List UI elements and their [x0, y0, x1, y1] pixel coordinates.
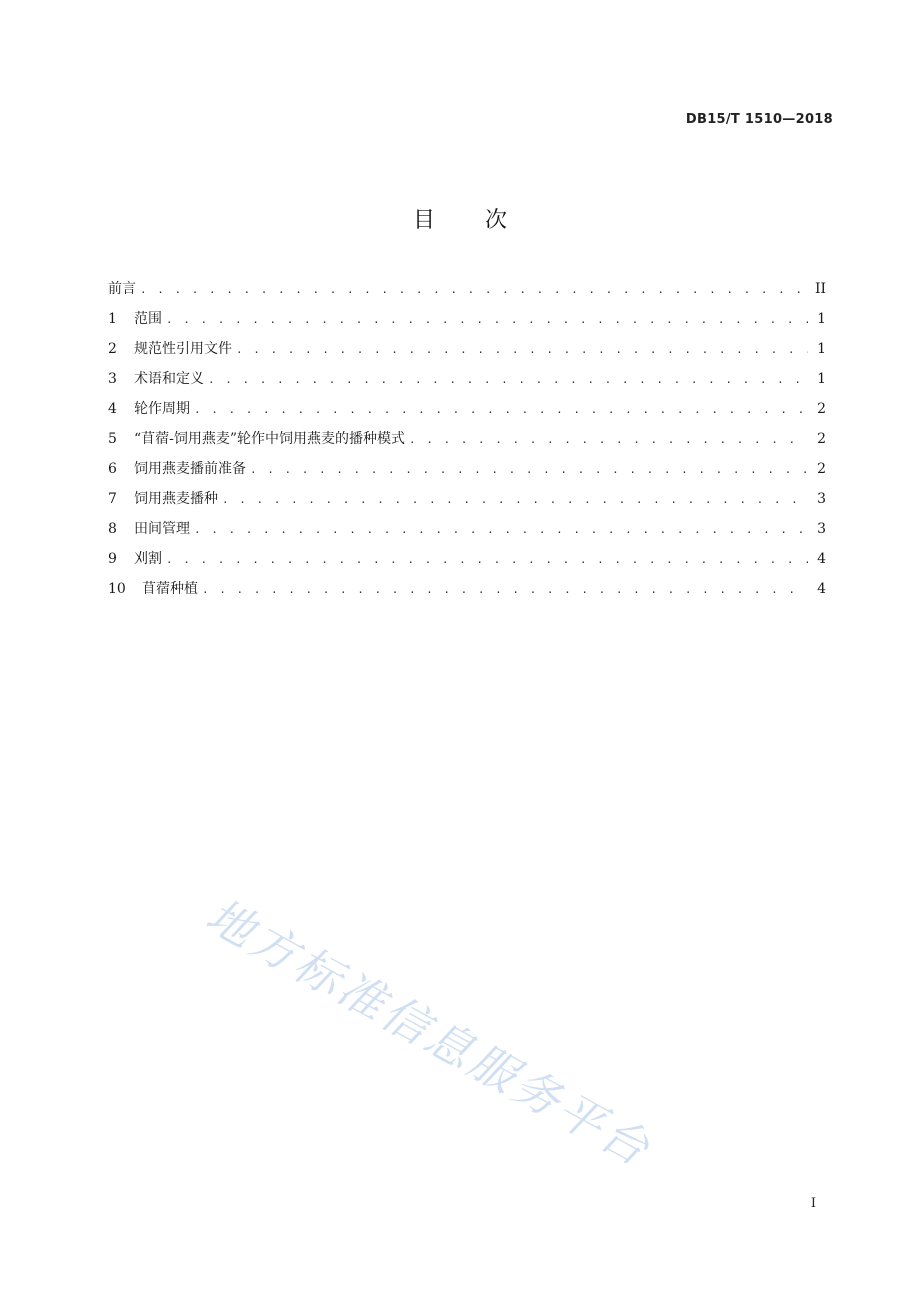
- toc-entry-9[interactable]: [108, 548, 826, 578]
- toc-entry-page: 4: [817, 581, 826, 597]
- toc-entry-number: 5: [108, 431, 117, 447]
- toc-entry-page: 4: [817, 551, 826, 567]
- toc-entry-10[interactable]: [108, 578, 826, 608]
- toc-leader-dots: [194, 399, 808, 421]
- toc-entry-number: 6: [108, 461, 117, 477]
- toc-entry-page: 1: [817, 311, 826, 327]
- toc-entry-number: 3: [108, 371, 117, 387]
- toc-heading: [0, 203, 920, 234]
- toc-leader-dots: [208, 369, 808, 391]
- toc-entry-page: 2: [817, 461, 826, 477]
- toc-entry-text: “苜蓿-饲用燕麦”轮作中饲用燕麦的播种模式: [134, 431, 406, 447]
- toc-entry-text: 轮作周期: [134, 401, 190, 417]
- toc-entry-page: 2: [817, 431, 826, 447]
- toc-entry-6[interactable]: [108, 458, 826, 488]
- toc-leader-dots: [250, 459, 808, 481]
- page-number: I: [810, 1196, 816, 1211]
- document-code: DB15/T 1510—2018: [685, 112, 833, 127]
- toc-entry-2[interactable]: [108, 338, 826, 368]
- toc-entry-5[interactable]: [108, 428, 826, 458]
- toc-entry-8[interactable]: [108, 518, 826, 548]
- toc-entry-text: 苜蓿种植: [142, 581, 198, 597]
- toc-leader-dots: [166, 309, 808, 331]
- toc-leader-dots: [222, 489, 808, 511]
- toc-heading-part2: 次: [485, 208, 508, 233]
- toc-entry-number: 2: [108, 341, 117, 357]
- toc-entry-number: 8: [108, 521, 117, 537]
- toc-entry-number: 9: [108, 551, 117, 567]
- toc-leader-dots: [194, 519, 808, 541]
- toc-entry-number: 7: [108, 491, 117, 507]
- toc-entry-number: 1: [108, 311, 117, 327]
- toc-entry-page: 3: [817, 491, 826, 507]
- toc-entry-text: 前言: [108, 281, 136, 297]
- toc-leader-dots: [140, 279, 807, 301]
- toc-entry-text: 刈割: [134, 551, 162, 567]
- toc-entry-foreword[interactable]: [108, 278, 826, 308]
- toc-leader-dots: [236, 339, 808, 361]
- toc-entry-1[interactable]: [108, 308, 826, 338]
- toc-leader-dots: [202, 579, 808, 601]
- toc-entry-3[interactable]: [108, 368, 826, 398]
- toc-entry-7[interactable]: [108, 488, 826, 518]
- toc-entry-4[interactable]: [108, 398, 826, 428]
- toc-entry-text: 范围: [134, 311, 162, 327]
- toc-entry-text: 规范性引用文件: [134, 341, 232, 357]
- toc-entry-page: 1: [817, 341, 826, 357]
- toc-leader-dots: [166, 549, 808, 571]
- toc-entry-page: II: [814, 281, 826, 297]
- toc-entry-text: 术语和定义: [134, 371, 204, 387]
- toc-entry-text: 田间管理: [134, 521, 190, 537]
- toc-entry-number: 10: [108, 581, 126, 597]
- toc-entry-page: 1: [817, 371, 826, 387]
- toc-entry-number: 4: [108, 401, 117, 417]
- toc-heading-part1: 目: [412, 208, 435, 233]
- toc-entry-page: 2: [817, 401, 826, 417]
- toc-leader-dots: [409, 429, 808, 451]
- toc-entry-text: 饲用燕麦播种: [134, 491, 218, 507]
- toc-entry-text: 饲用燕麦播前准备: [134, 461, 246, 477]
- toc-entry-page: 3: [817, 521, 826, 537]
- watermark: 地方标准信息服务平台: [197, 887, 661, 1178]
- table-of-contents: [108, 278, 826, 608]
